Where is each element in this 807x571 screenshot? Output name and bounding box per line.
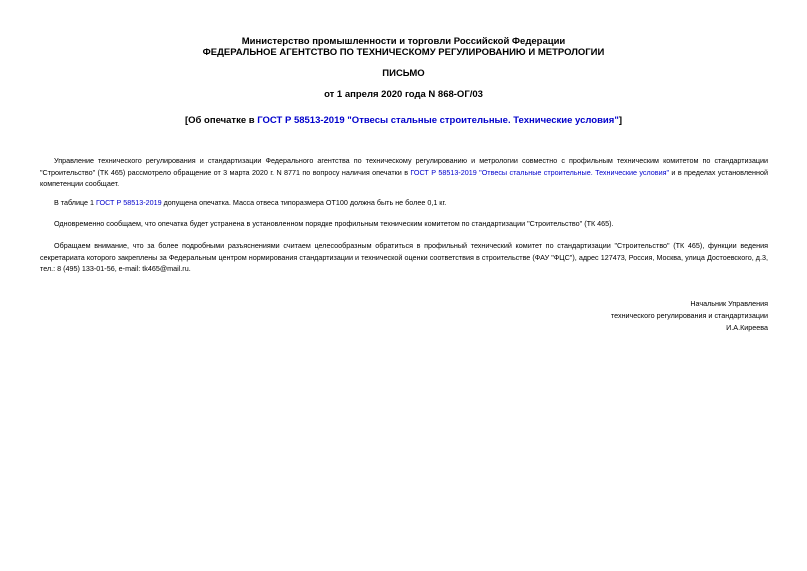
signature-position-line-2: технического регулирования и стандартизации <box>610 311 768 320</box>
paragraph-1 <box>40 155 768 190</box>
paragraph-2-text-b: допущена опечатка. Масса отвеса типоразмера ОТ100 должна быть не более 0,1 кг. <box>161 198 447 207</box>
paragraph-3-text: Одновременно сообщаем, что опечатка будет устранена в установленном порядке профильным техническим комитетом по стандартизации "Строительство" (ТК 465). <box>54 219 614 228</box>
signature-block <box>611 298 768 334</box>
document-date: от 1 апреля 2020 года N 868-ОГ/03 <box>324 89 483 100</box>
paragraph-2-text-a: В таблице 1 <box>54 198 97 207</box>
ministry-title: Министерство промышленности и торговли Российской Федерации <box>241 36 566 47</box>
paragraph-2 <box>40 197 768 209</box>
paragraph-3 <box>40 218 768 230</box>
paragraph-4 <box>40 240 768 275</box>
paragraph-2-gost-link[interactable]: ГОСТ Р 58513-2019 <box>96 198 162 207</box>
paragraph-1-text-a: Управление технического регулирования и стандартизации Федерального агентства по техническому регулированию и метрологии совместно с профильным техническим комитетом по стандартизации "Строительство" (ТК 465) рассмотрело обращение от 3 марта 2020 г. N 8771 по вопросу наличия опечатки в <box>40 156 768 177</box>
subject-suffix: ] <box>618 115 622 126</box>
subject-gost-link[interactable]: ГОСТ Р 58513-2019 "Отвесы стальные строительные. Технические условия" <box>257 115 619 126</box>
signature-position-line-1: Начальник Управления <box>690 299 768 308</box>
document-subject <box>0 115 807 127</box>
agency-title: ФЕДЕРАЛЬНОЕ АГЕНТСТВО ПО ТЕХНИЧЕСКОМУ РЕГУЛИРОВАНИЮ И МЕТРОЛОГИИ <box>202 47 605 58</box>
paragraph-1-text-b: и в пределах установленной компетенции сообщает. <box>40 167 768 188</box>
document-type: ПИСЬМО <box>382 68 425 79</box>
subject-prefix: [Об опечатке в <box>184 115 258 126</box>
paragraph-4-text: Обращаем внимание, что за более подробными разъяснениями считаем целесообразным обратиться в профильный технический комитет по стандартизации "Строительство" (ТК 465), функции ведения секретариата которого закреплены за Федеральным центром нормирования стандартизации и технической оценки соответствия в строительстве (ФАУ "ФЦС"), адрес 127473, Россия, Москва, улица Достоевского, д.3, тел.: 8 (495) 133-01-56, e-mail: tk465@mail.ru. <box>40 241 768 273</box>
paragraph-1-gost-link[interactable]: ГОСТ Р 58513-2019 "Отвесы стальные строительные. Технические условия" <box>410 167 670 177</box>
signature-name: И.А.Киреева <box>726 323 768 332</box>
